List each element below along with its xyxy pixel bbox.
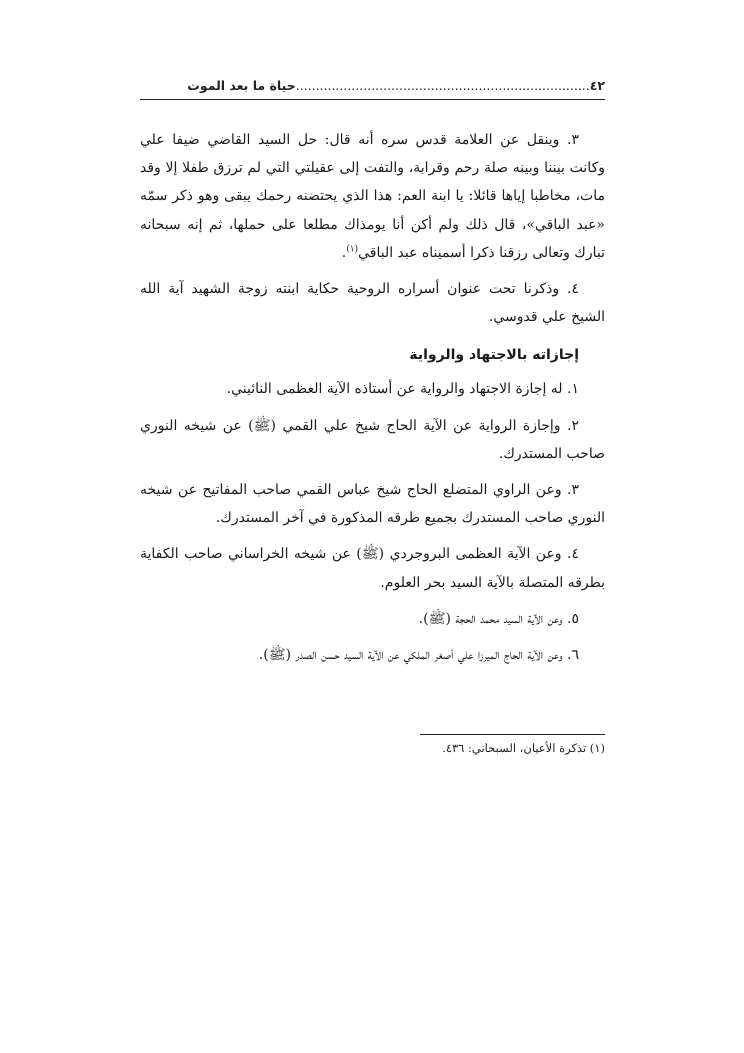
paragraph-end-punctuation: .	[341, 244, 347, 261]
header-leader-dots: ..........................................................................	[295, 78, 590, 93]
section-heading: إجازاته بالاجتهاد والرواية	[409, 347, 579, 364]
list-item: ٥. وعن الآية السيد محمد الحجة (ﷺ).	[418, 610, 579, 627]
running-header	[140, 78, 605, 100]
footnote-rule	[420, 734, 605, 735]
paragraph	[140, 126, 605, 267]
header-rule	[140, 99, 605, 100]
book-title: حياة ما بعد الموت	[187, 78, 296, 93]
main-text	[140, 126, 605, 677]
list-item: ١. له إجازة الاجتهاد والرواية عن أستاذه الآية العظمى النائيني.	[226, 381, 579, 398]
footnote: (١) تذكرة الأعيان، السبحاني: ٤٣٦.	[442, 741, 605, 755]
footnote-marker: (١)	[346, 244, 359, 255]
page-number: ٤٢	[589, 78, 605, 93]
list-item: ٣. وعن الراوي المتضلع الحاج شيخ عباس القمي صاحب المفاتيح عن شيخه النوري صاحب المستدرك بجميع طرقه المذكورة في آخر المستدرك.	[140, 482, 605, 527]
list-item: ٦. وعن الآية الحاج الميرزا علي أصغر الملكي عن الآية السيد حسن الصدر (ﷺ).	[258, 647, 579, 664]
paragraph: ٤. وذكرنا تحت عنوان أسراره الروحية حكاية ابنته زوجة الشهيد آية الله الشيخ علي قدوسي.	[140, 281, 605, 326]
list-item: ٤. وعن الآية العظمى البروجردي (ﷺ) عن شيخه الخراساني صاحب الكفاية بطرقه المتصلة بالآية السيد بحر العلوم.	[140, 546, 605, 591]
paragraph-text: ٣. وينقل عن العلامة قدس سره أنه قال: حل السيد القاضي ضيفا علي وكانت بيننا وبينه صلة رحم وقرابة، والتفت إلى عقيلتي التي لم ترزق طفلا إلا وقد مات، مخاطبا إياها قائلا: يا ابنة العم: هذا الذي يحتضنه رحمك يبقى وهو ذكر سمّه «عبد الباقي»، قال ذلك ولم أكن أنا يومذاك مطلعا على حملها، ثم إنه سبحانه تبارك وتعالى رزقنا ذكرا أسميناه عبد الباقي	[140, 132, 605, 261]
list-item: ٢. وإجازة الرواية عن الآية الحاج شيخ علي القمي (ﷺ) عن شيخه النوري صاحب المستدرك.	[140, 417, 605, 462]
